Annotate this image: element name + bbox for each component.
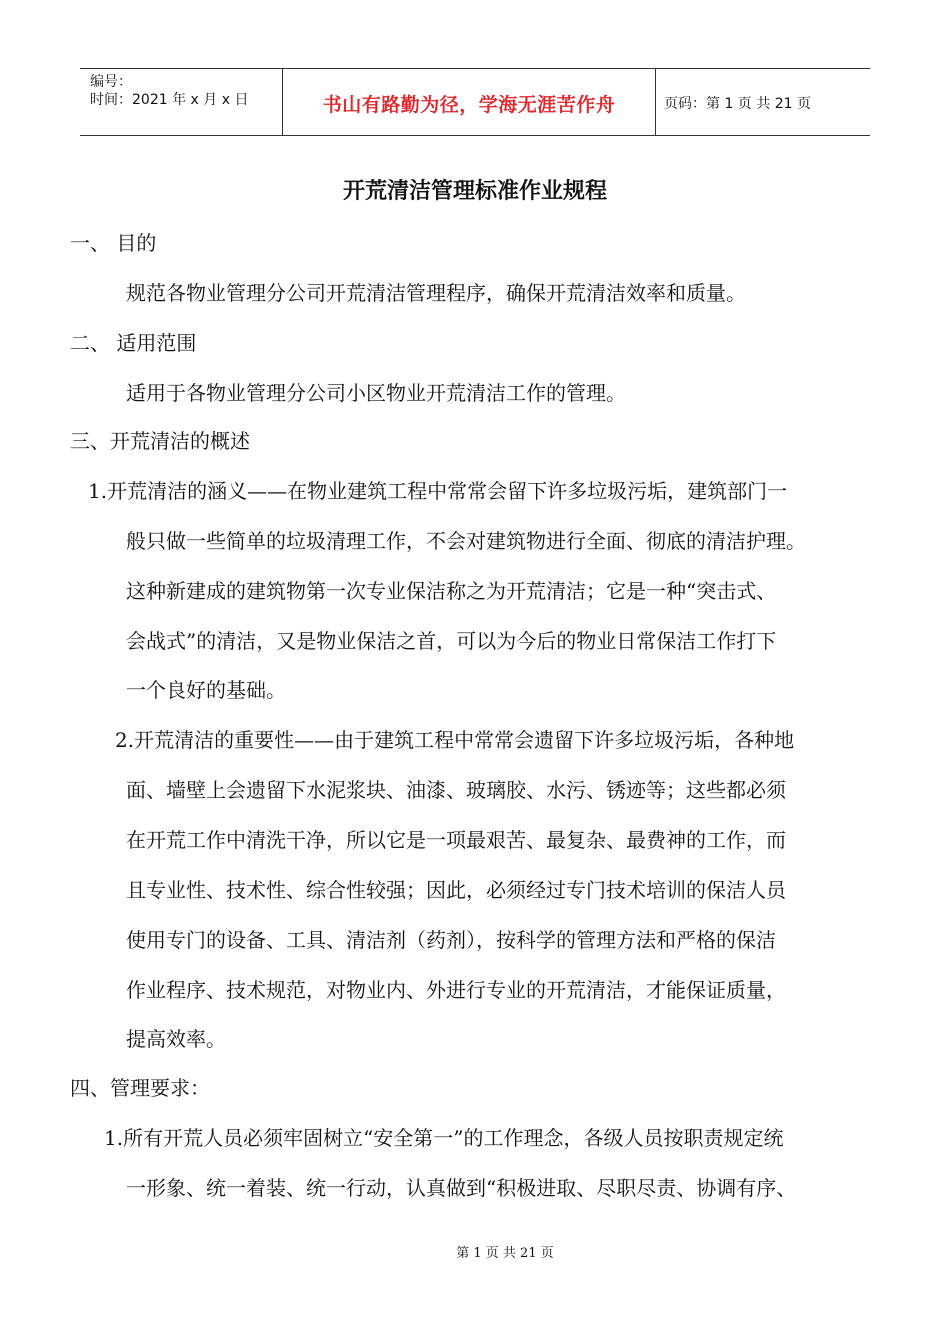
document-header <box>80 68 870 136</box>
header-middle-cell <box>282 69 656 135</box>
paragraph-line: 一形象、统一着装、统一行动，认真做到“积极进取、尽职尽责、协调有序、 <box>126 1176 797 1200</box>
paragraph-line: 2.开荒清洁的重要性——由于建筑工程中常常会遗留下许多垃圾污垢，各种地 <box>115 728 795 752</box>
paragraph-line: 规范各物业管理分公司开荒清洁管理程序，确保开荒清洁效率和质量。 <box>126 281 746 305</box>
paragraph-line: 作业程序、技术规范，对物业内、外进行专业的开荒清洁，才能保证质量， <box>126 978 786 1002</box>
document-title: 开荒清洁管理标准作业规程 <box>342 178 607 204</box>
page-footer: 第 1 页 共 21 页 <box>456 1246 554 1261</box>
header-motto: 书山有路勤为径，学海无涯苦作舟 <box>322 94 616 116</box>
paragraph-line: 一个良好的基础。 <box>126 678 286 702</box>
section-heading: 四、管理要求： <box>70 1076 210 1100</box>
section-heading: 三、开荒清洁的概述 <box>70 429 250 453</box>
header-page-info: 页码：第 1 页 共 21 页 <box>664 96 811 112</box>
paragraph-line: 适用于各物业管理分公司小区物业开荒清洁工作的管理。 <box>126 381 626 405</box>
document-number-label: 编号： <box>90 74 132 90</box>
paragraph-line: 这种新建成的建筑物第一次专业保洁称之为开荒清洁；它是一种“突击式、 <box>126 579 777 603</box>
paragraph-line: 在开荒工作中清洗干净，所以它是一项最艰苦、最复杂、最费神的工作，而 <box>126 828 786 852</box>
paragraph-line: 且专业性、技术性、综合性较强；因此，必须经过专门技术培训的保洁人员 <box>126 878 786 902</box>
paragraph-line: 提高效率。 <box>126 1027 226 1051</box>
paragraph-line: 般只做一些简单的垃圾清理工作，不会对建筑物进行全面、彻底的清洁护理。 <box>126 529 806 553</box>
paragraph-line: 使用专门的设备、工具、清洁剂（药剂），按科学的管理方法和严格的保洁 <box>126 928 776 952</box>
paragraph-line: 1.开荒清洁的涵义——在物业建筑工程中常常会留下许多垃圾污垢，建筑部门一 <box>88 479 788 503</box>
header-right-cell <box>654 69 870 135</box>
header-left-cell <box>80 69 282 135</box>
paragraph-line: 会战式”的清洁，又是物业保洁之首，可以为今后的物业日常保洁工作打下 <box>126 629 777 653</box>
document-time-label: 时间：2021 年 x 月 x 日 <box>90 92 249 108</box>
section-heading: 一、 目的 <box>70 231 157 255</box>
section-heading: 二、 适用范围 <box>70 331 197 355</box>
paragraph-line: 1.所有开荒人员必须牢固树立“安全第一”的工作理念，各级人员按职责规定统 <box>104 1126 784 1150</box>
paragraph-line: 面、墙壁上会遗留下水泥浆块、油漆、玻璃胶、水污、锈迹等；这些都必须 <box>126 778 786 802</box>
